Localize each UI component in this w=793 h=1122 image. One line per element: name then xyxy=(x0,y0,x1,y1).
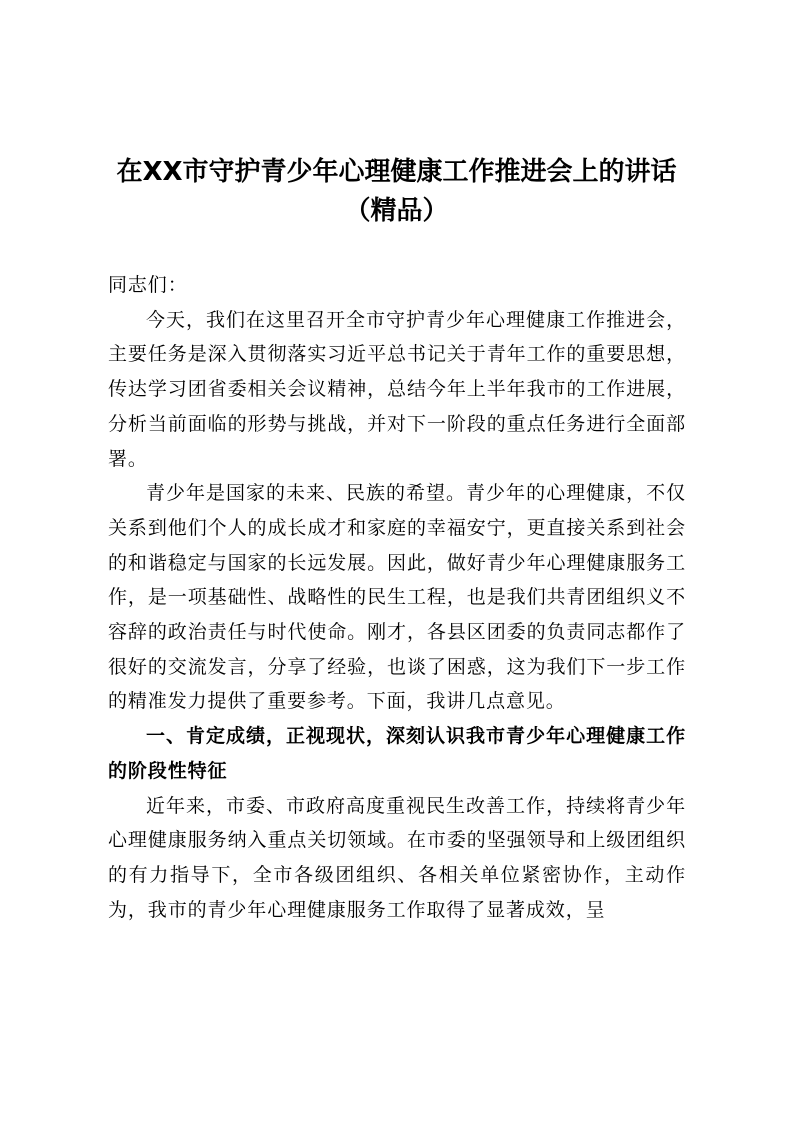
document-body xyxy=(108,268,686,927)
paragraph-2: 青少年是国家的未来、民族的希望。青少年的心理健康，不仅关系到他们个人的成长成才和家庭的幸福安宁，更直接关系到社会的和谐稳定与国家的长远发展。因此，做好青少年心理健康服务工作，是一项基础性、战略性的民生工程，也是我们共青团组织义不容辞的政治责任与时代使命。刚才，各县区团委的负责同志都作了很好的交流发言，分享了经验，也谈了困惑，这为我们下一步工作的精准发力提供了重要参考。下面，我讲几点意见。 xyxy=(108,482,686,713)
paragraph-3: 近年来，市委、市政府高度重视民生改善工作，持续将青少年心理健康服务纳入重点关切领域。在市委的坚强领导和上级团组织的有力指导下，全市各级团组织、各相关单位紧密协作，主动作为，我市的青少年心理健康服务工作取得了显著成效，呈 xyxy=(108,794,686,921)
paragraph-1: 今天，我们在这里召开全市守护青少年心理健康工作推进会，主要任务是深入贯彻落实习近平总书记关于青年工作的重要思想，传达学习团省委相关会议精神，总结今年上半年我市的工作进展，分析当前面临的形势与挑战，并对下一阶段的重点任务进行全面部署。 xyxy=(108,308,686,470)
section-heading-1: 一、肯定成绩，正视现状，深刻认识我市青少年心理健康工作的阶段性特征 xyxy=(108,725,686,782)
document-title-line1: 在XX市守护青少年心理健康工作推进会上的讲话 xyxy=(116,157,677,187)
salutation: 同志们： xyxy=(108,274,188,296)
document-title-line2: （精品） xyxy=(344,196,449,226)
